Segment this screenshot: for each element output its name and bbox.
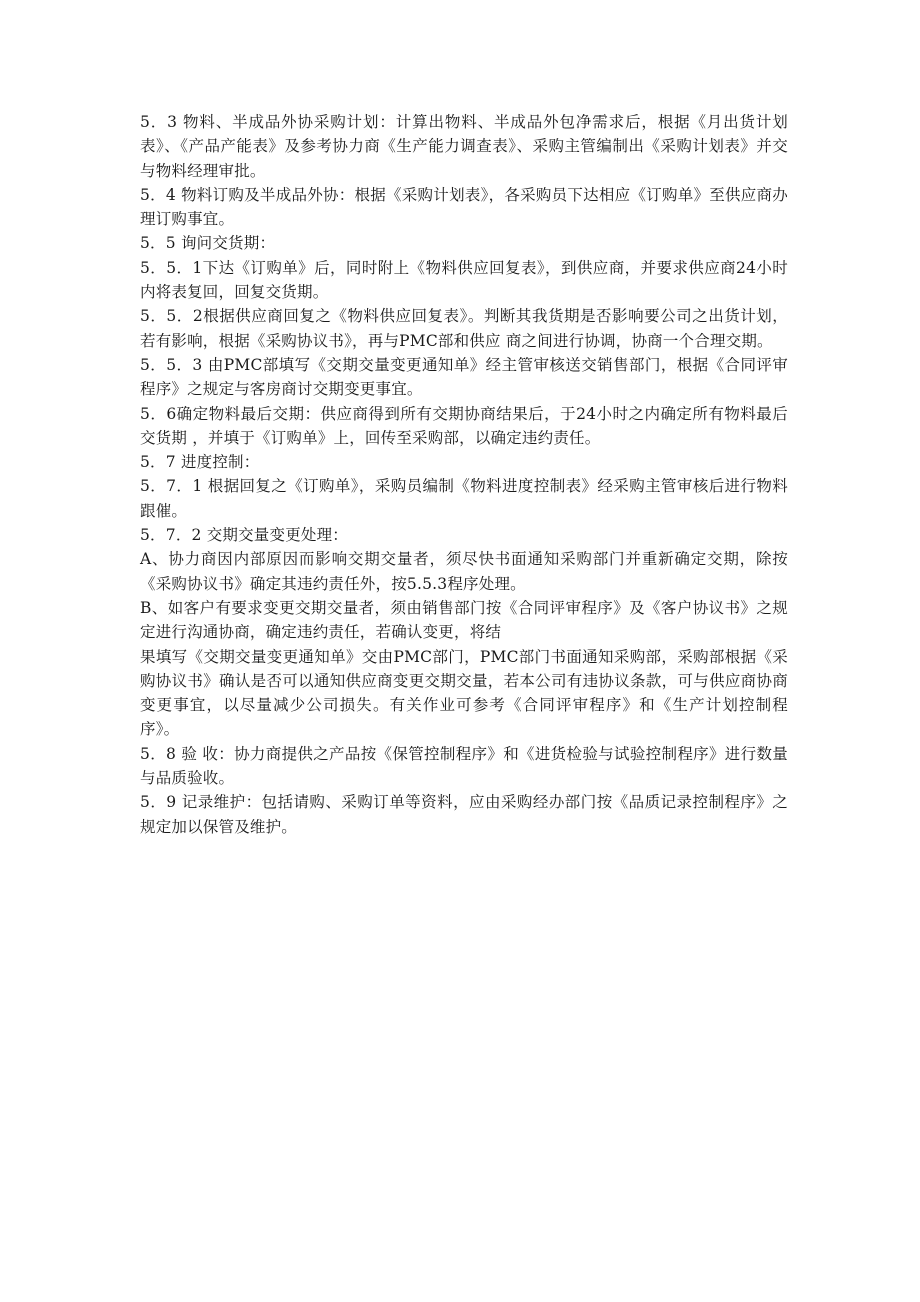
- paragraph-5-8: 5．8 验 收：协力商提供之产品按《保管控制程序》和《进货检验与试验控制程序》进行数量与品质验收。: [140, 744, 788, 788]
- paragraph-item-b: B、如客户有要求变更交期交量者，须由销售部门按《合同评审程序》及《客户协议书》之规定进行沟通协商，确定违约责任，若确认变更，将结: [140, 598, 788, 642]
- paragraph-5-5-2: 5．5．2根据供应商回复之《物料供应回复表》。判断其我货期是否影响要公司之出货计划，若有影响，根据《采购协议书》，再与PMC部和供应 商之间进行协调，协商一个合理交期。: [140, 307, 788, 350]
- paragraph-5-7-heading: 5．7 进度控制：: [140, 453, 260, 472]
- paragraph-5-5-1: 5．5．1下达《订购单》后，同时附上《物料供应回复表》，到供应商，并要求供应商24小时内将表复回，回复交货期。: [140, 258, 788, 302]
- paragraph-5-5-heading: 5．5 询问交货期：: [140, 234, 276, 253]
- paragraph-5-3: 5．3 物料、半成品外协采购计划：计算出物料、半成品外包净需求后，根据《月出货计划表》、《产品产能表》及参考协力商《生产能力调查表》、采购主管编制出《采购计划表》并交与物料经理审批。: [140, 113, 788, 180]
- paragraph-5-5-3: 5．5．3 由PMC部填写《交期交量变更通知单》经主管审核送交销售部门，根据《合同评审程序》之规定与客房商讨交期变更事宜。: [140, 355, 788, 399]
- paragraph-5-4: 5．4 物料订购及半成品外协：根据《采购计划表》，各采购员下达相应《订购单》至供应商办理订购事宜。: [140, 185, 788, 229]
- paragraph-item-a: A、协力商因内部原因而影响交期交量者，须尽快书面通知采购部门并重新确定交期，除按《采购协议书》确定其违约责任外，按5.5.3程序处理。: [140, 550, 788, 593]
- paragraph-5-9: 5．9 记录维护：包括请购、采购订单等资料，应由采购经办部门按《品质记录控制程序》之规定加以保管及维护。: [140, 793, 788, 836]
- paragraph-5-6: 5．6确定物料最后交期：供应商得到所有交期协商结果后，于24小时之内确定所有物料最后交货期 ，并填于《订购单》上，回传至采购部，以确定违约责任。: [140, 404, 788, 447]
- paragraph-5-7-1: 5．7．1 根据回复之《订购单》，采购员编制《物料进度控制表》经采购主管审核后进行物料跟催。: [140, 477, 788, 520]
- document-body: [140, 110, 788, 839]
- paragraph-item-b-continued: 果填写《交期交量变更通知单》交由PMC部门，PMC部门书面通知采购部，采购部根据《采购协议书》确认是否可以通知供应商变更交期交量，若本公司有违协议条款，可与供应商协商变更事宜，以尽量减少公司损失。有关作业可参考《合同评审程序》和《生产计划控制程序》。: [140, 647, 788, 739]
- paragraph-5-7-2-heading: 5．7．2 交期交量变更处理：: [140, 526, 349, 545]
